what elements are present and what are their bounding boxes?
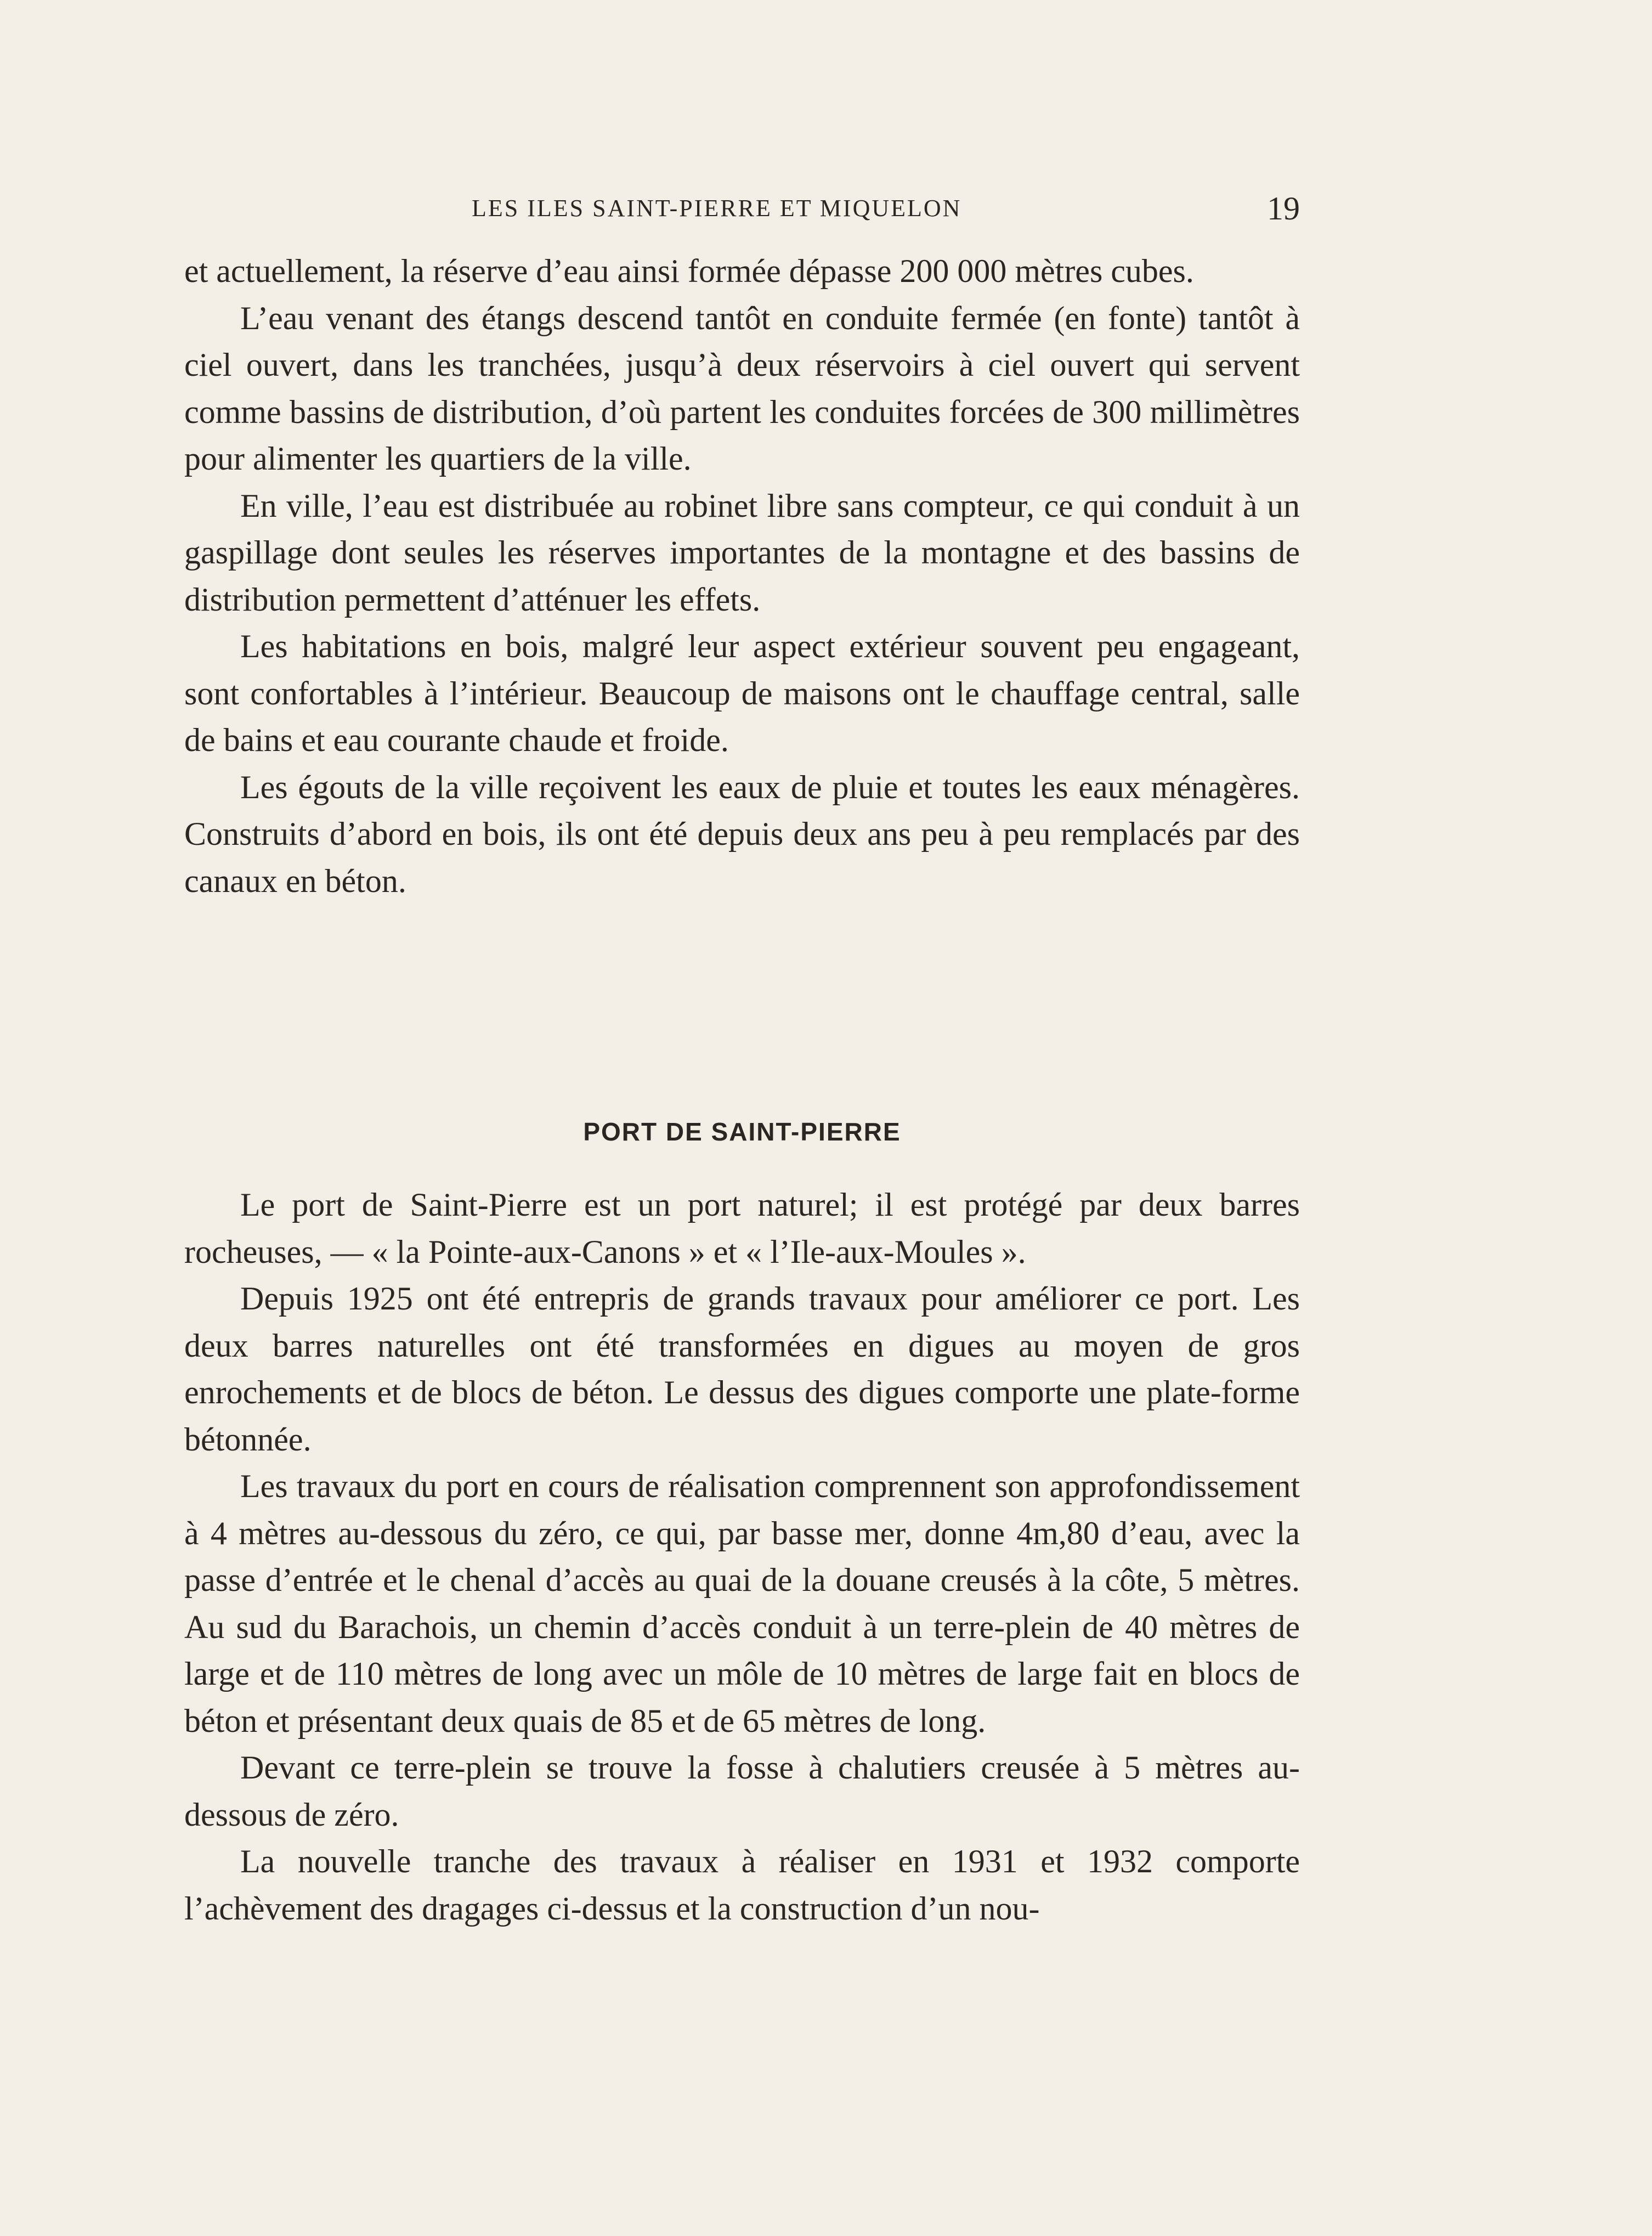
paragraph: Les habitations en bois, malgré leur aspect extérieur souvent peu engageant, sont confortables à l’intérieur. Beaucoup de maisons ont le chauffage central, salle de bains et eau courante chaude et froide. [184, 628, 1300, 758]
paragraph: Devant ce terre-plein se trouve la fosse à chalutiers creusée à 5 mètres au-dessous de zéro. [184, 1749, 1300, 1833]
paragraph: L’eau venant des étangs descend tantôt en conduite fermée (en fonte) tantôt à ciel ouvert, dans les tranchées, jusqu’à deux réservoirs à ciel ouvert qui servent comme bassins de distribution, d’où partent les conduites forcées de 300 millimètres pour alimenter les quartiers de la ville. [184, 300, 1300, 477]
paragraph: La nouvelle tranche des travaux à réaliser en 1931 et 1932 comporte l’achèvement des dragages ci-dessus et la construction d’un nou- [184, 1843, 1300, 1927]
paragraph: Les égouts de la ville reçoivent les eaux de pluie et toutes les eaux ménagères. Construits d’abord en bois, ils ont été depuis deux ans peu à peu remplacés par des canaux en béton. [184, 769, 1300, 899]
paragraph: Les travaux du port en cours de réalisation comprennent son approfondissement à 4 mètres au-dessous du zéro, ce qui, par basse mer, donne 4m,80 d’eau, avec la passe d’entrée et le chenal d’accès au quai de la douane creusés à la côte, 5 mètres. Au sud du Barachois, un chemin d’accès conduit à un terre-plein de 40 mètres de large et de 110 mètres de long avec un môle de 10 mètres de large fait en blocs de béton et présentant deux quais de 85 et de 65 mètres de long. [184, 1468, 1300, 1739]
paragraph: et actuellement, la réserve d’eau ainsi formée dépasse 200 000 mètres cubes. [184, 253, 1194, 289]
paragraph: Depuis 1925 ont été entrepris de grands travaux pour améliorer ce port. Les deux barres naturelles ont été transformées en digues au moyen de gros enrochements et de blocs de béton. Le dessus des digues comporte une plate-forme bétonnée. [184, 1280, 1300, 1458]
section-heading: PORT DE SAINT-PIERRE [583, 1117, 901, 1147]
text-block-water-supply [184, 248, 1300, 905]
running-head [186, 187, 1300, 230]
page-number: 19 [1267, 190, 1300, 227]
text-block-port [184, 1182, 1300, 1932]
paragraph: Le port de Saint-Pierre est un port naturel; il est protégé par deux barres rocheuses, — « la Pointe-aux-Canons » et « l’Ile-aux-Moules ». [184, 1187, 1300, 1270]
paragraph: En ville, l’eau est distribuée au robinet libre sans compteur, ce qui conduit à un gaspillage dont seules les réserves importantes de la montagne et des bassins de distribution permettent d’atténuer les effets. [184, 487, 1300, 618]
running-title: LES ILES SAINT-PIERRE ET MIQUELON [472, 195, 962, 222]
